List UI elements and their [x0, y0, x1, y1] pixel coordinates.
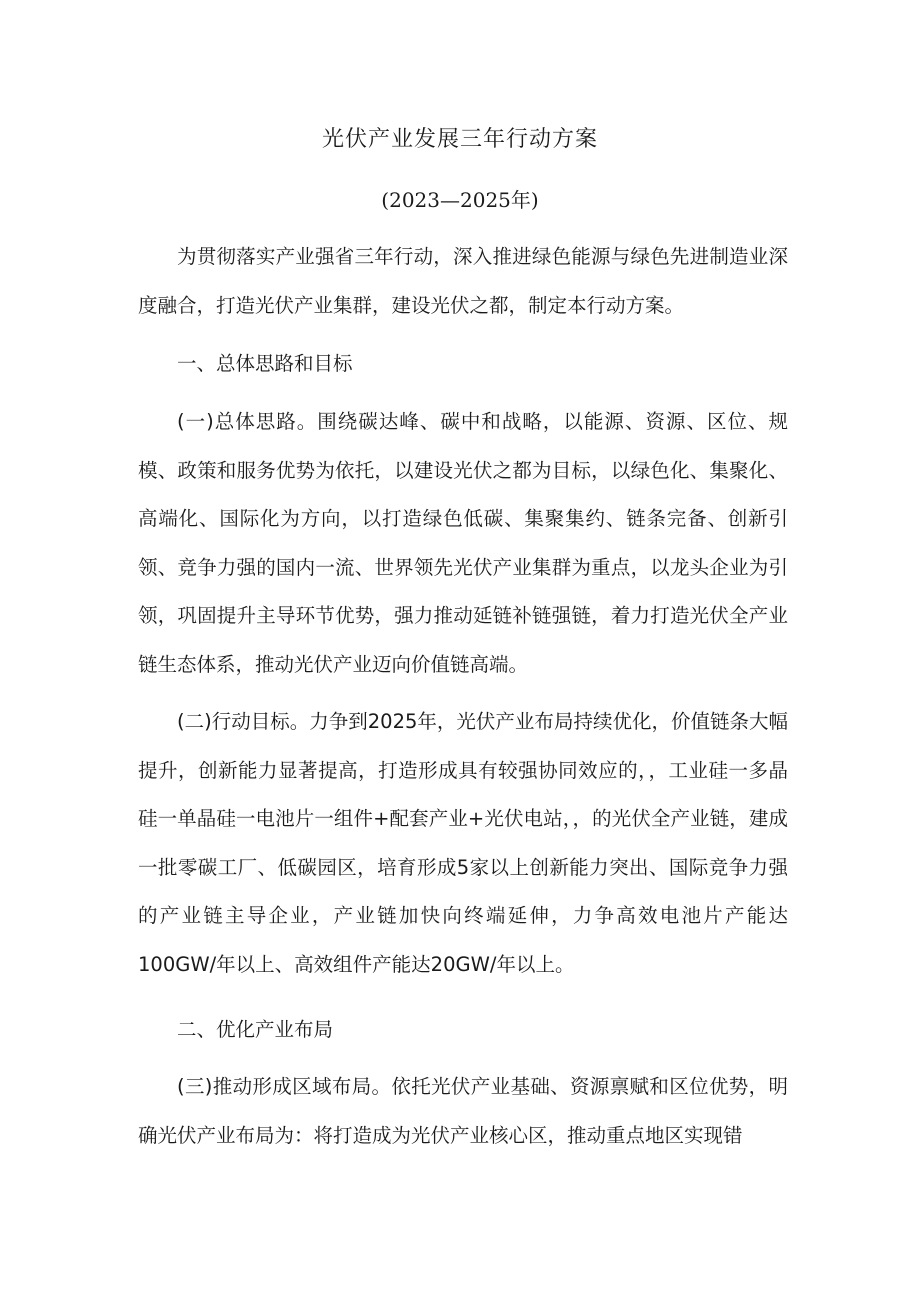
document-title: 光伏产业发展三年行动方案	[321, 127, 598, 152]
intro-paragraph: 为贯彻落实产业强省三年行动，深入推进绿色能源与绿色先进制造业深度融合，打造光伏产业集群，建设光伏之都，制定本行动方案。	[138, 245, 788, 317]
section-1-paragraph-1-block	[138, 398, 788, 689]
overall-approach-paragraph: (一)总体思路。围绕碳达峰、碳中和战略，以能源、资源、区位、规模、政策和服务优势为依托，以建设光伏之都为目标，以绿色化、集聚化、高端化、国际化为方向，以打造绿色低碳、集聚集约、链条完备、创新引领、竞争力强的国内一流、世界领先光伏产业集群为重点，以龙头企业为引领，巩固提升主导环节优势，强力推动延链补链强链，着力打造光伏全产业链生态体系，推动光伏产业迈向价值链高端。	[138, 410, 788, 676]
section-1-heading: 一、总体思路和目标	[177, 352, 353, 375]
section-2-heading: 二、优化产业布局	[177, 1018, 334, 1041]
section-2-paragraph-1-block	[138, 1063, 788, 1160]
document-subtitle: (2023—2025年)	[381, 188, 539, 212]
regional-layout-paragraph: (三)推动形成区域布局。依托光伏产业基础、资源禀赋和区位优势，明确光伏产业布局为：将打造成为光伏产业核心区，推动重点地区实现错	[138, 1075, 788, 1147]
intro-block	[138, 233, 788, 330]
section-2-heading-block	[138, 1006, 788, 1055]
section-1-heading-block	[138, 340, 788, 389]
action-goals-paragraph: (二)行动目标。力争到2025年，光伏产业布局持续优化，价值链条大幅提升，创新能力显著提高，打造形成具有较强协同效应的，，工业硅一多晶硅一单晶硅一电池片一组件+配套产业+光伏电站，，的光伏全产业链，建成一批零碳工厂、低碳园区，培育形成5家以上创新能力突出、国际竞争力强的产业链主导企业，产业链加快向终端延伸，力争高效电池片产能达100GW/年以上、高效组件产能达20GW/年以上。	[138, 710, 788, 976]
section-1-paragraph-2-block	[138, 698, 788, 989]
